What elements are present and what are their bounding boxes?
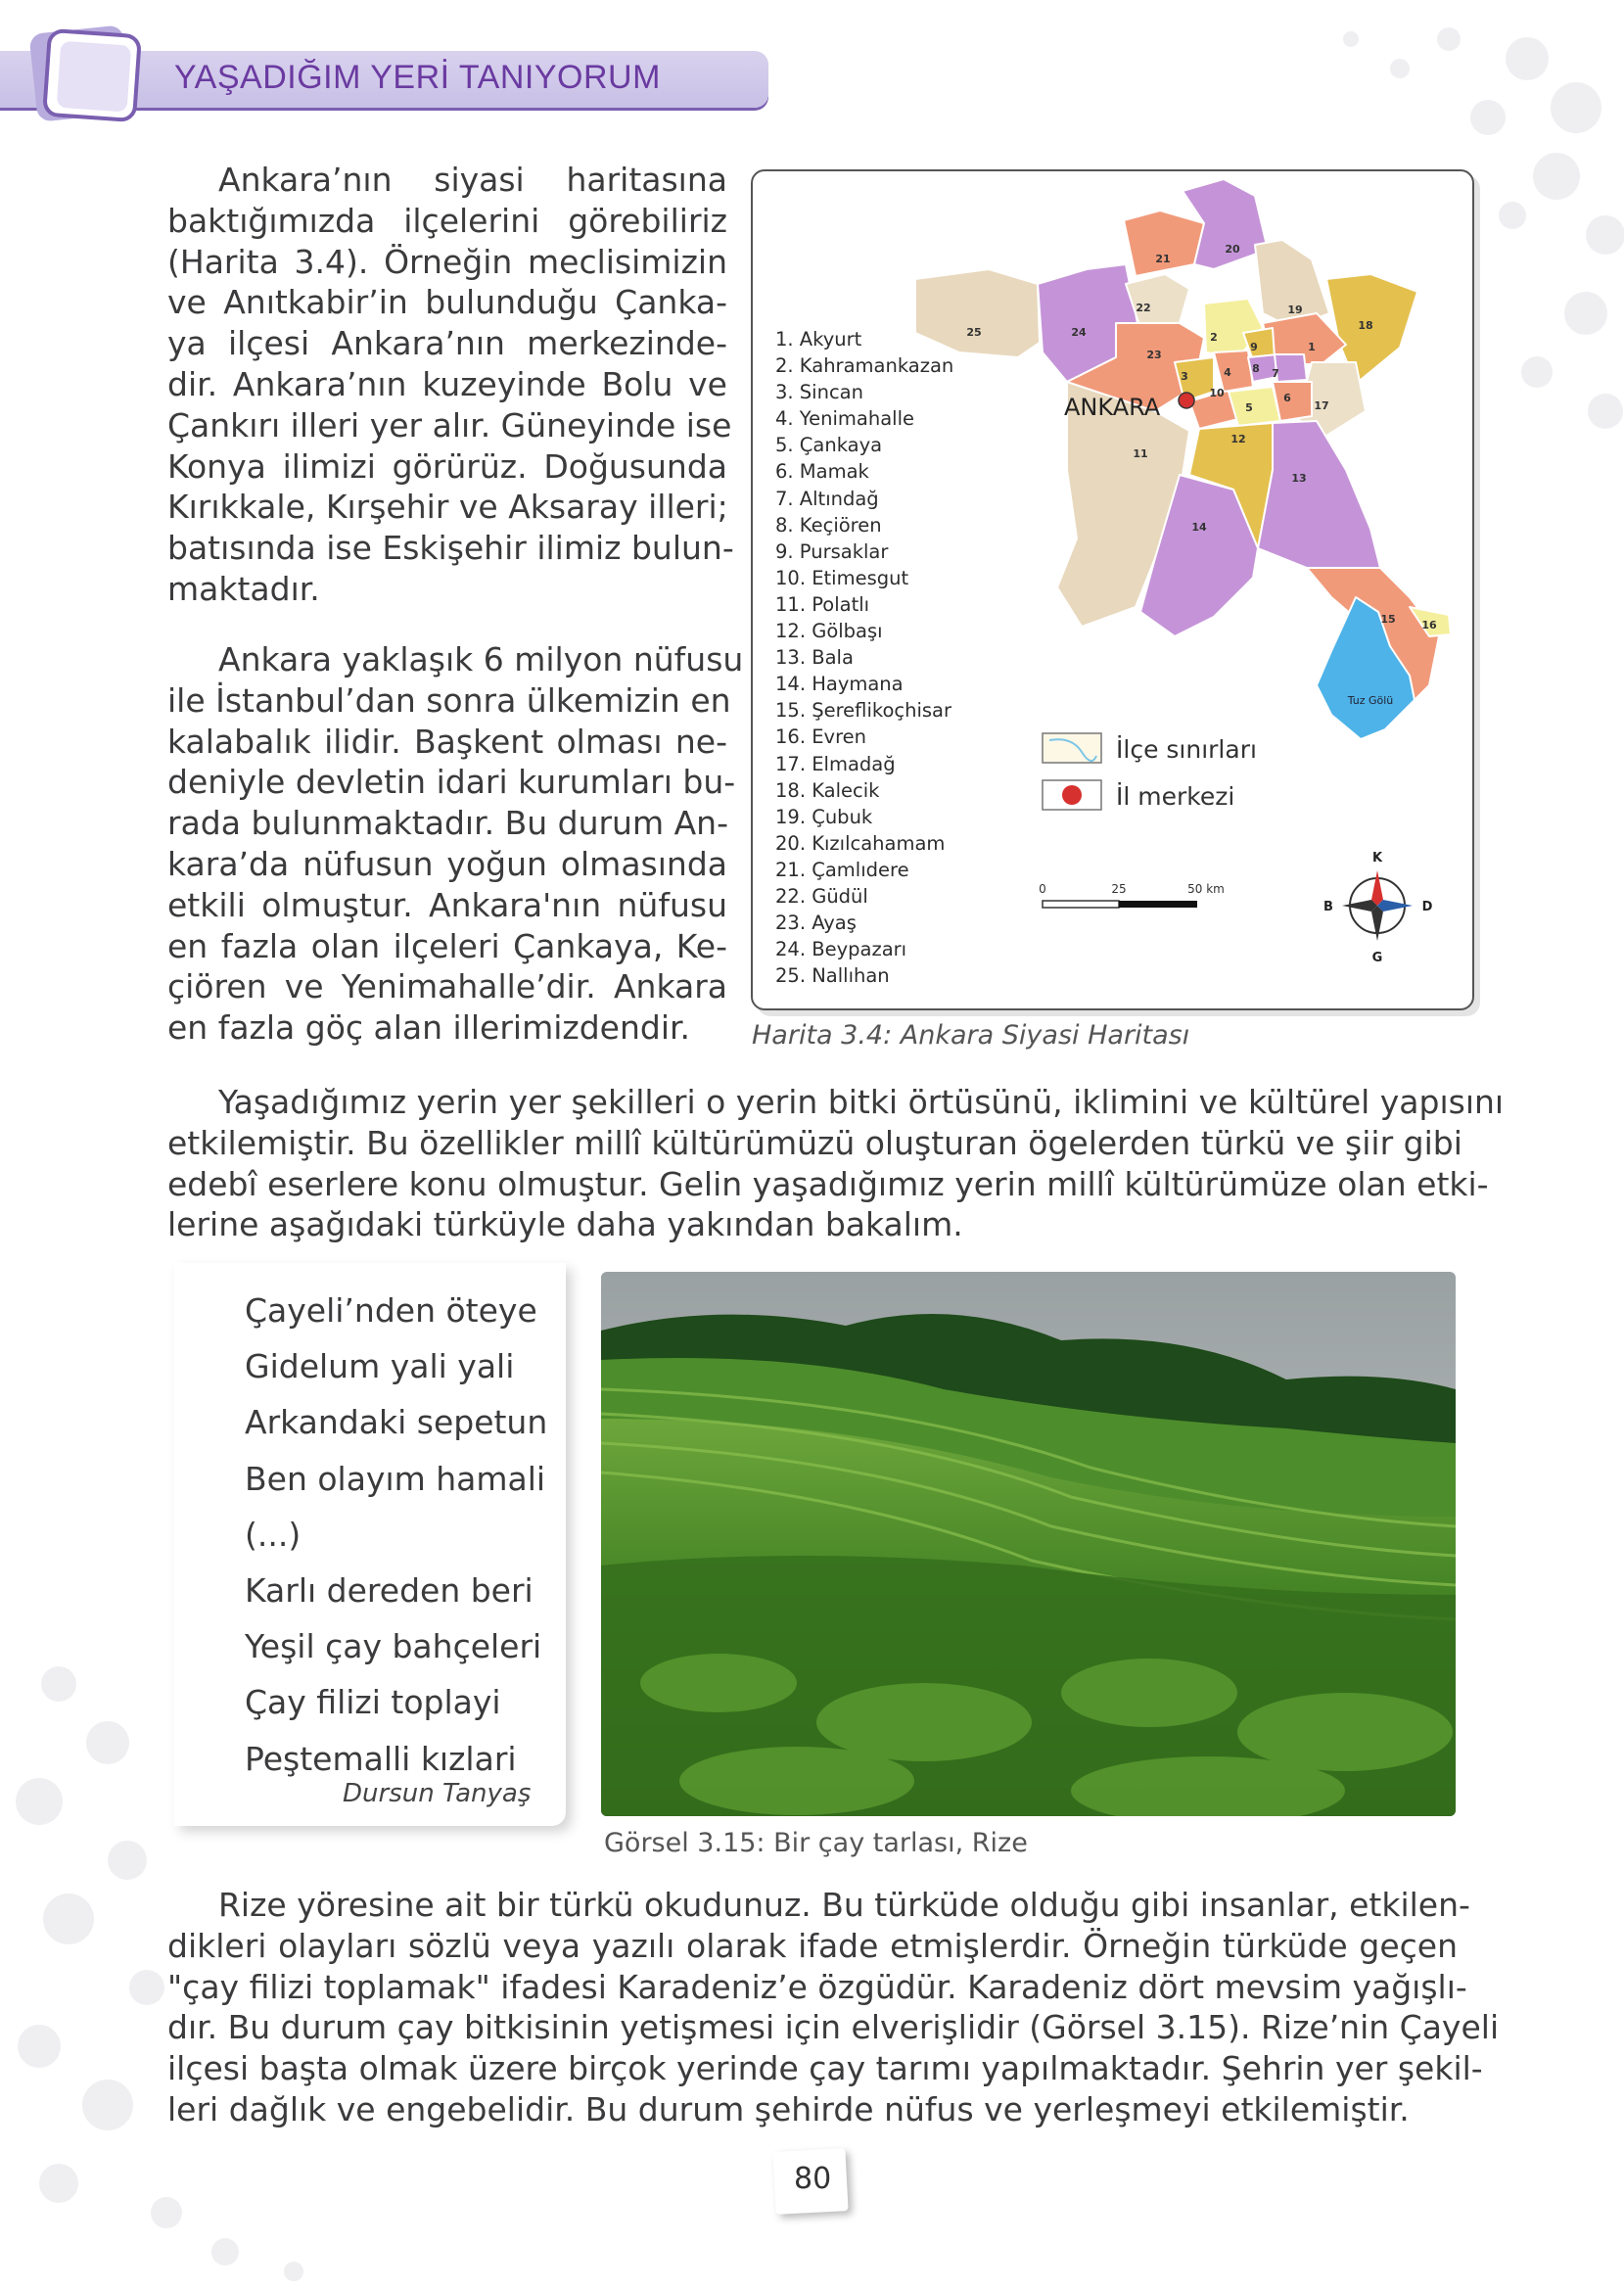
map-number: 16 [1421,619,1437,631]
ankara-political-map [0,0,1624,1018]
district-item: 16. Evren [775,725,867,749]
map-number: 12 [1230,433,1246,445]
photo-caption: Görsel 3.15: Bir çay tarlası, Rize [604,1828,1028,1858]
map-number: 25 [966,326,982,339]
map-number: 17 [1314,399,1329,412]
map-caption: Harita 3.4: Ankara Siyasi Haritası [752,1020,1190,1051]
district-item: 6. Mamak [775,460,869,484]
poem-line: Gidelum yali yali [245,1347,515,1386]
paragraph-culture [167,1082,1505,1245]
text-line: dir. Ankara’nın kuzeyinde Bolu ve [167,364,727,403]
map-number: 3 [1181,370,1188,383]
map-number: 6 [1283,392,1291,404]
text-line: ya ilçesi Ankara’nın merkezinde- [167,324,727,363]
tea-plantation-photo [601,1272,1456,1816]
district-item: 12. Gölbaşı [775,620,883,643]
text-line: en fazla göç alan illerimizdendir. [167,1008,691,1048]
district-7-altindag [1275,354,1307,382]
map-number: 22 [1136,302,1151,314]
map-number: 10 [1209,387,1225,399]
text-line: çiören ve Yenimahalle’dir. Ankara [167,967,727,1006]
district-25-nallihan [915,269,1040,357]
svg-text:G: G [1371,951,1383,965]
map-number: 20 [1225,243,1240,256]
text-line: "çay filizi toplamak" ifadesi Karadeniz’e özgüdür. Karadeniz dört mevsim yağışlı- [167,1967,1467,2006]
capital-marker [1179,393,1194,408]
poem-line: Yeşil çay bahçeleri [245,1627,542,1666]
district-item: 7. Altındağ [775,487,879,510]
district-item: 17. Elmadağ [775,752,896,775]
district-item: 2. Kahramankazan [775,354,954,378]
text-line: etkilemiştir. Bu özellikler millî kültürümüzü oluşturan ögelerden türkü ve şiir gibi [167,1123,1462,1162]
text-line: rada bulunmaktadır. Bu durum An- [167,804,729,843]
text-line: ilçesi başta olmak üzere birçok yerinde çay tarımı yapılmaktadır. Şehrin yer şekil- [167,2049,1483,2088]
district-item: 13. Bala [775,646,854,670]
text-line: Çankırı illeri yer alır. Güneyinde ise [167,405,732,444]
poem-line: Çay filizi toplayi [245,1683,501,1722]
text-line: batısında ise Eskişehir ilimiz bulun- [167,529,734,568]
compass-rose-icon [1323,851,1433,965]
map-number: 13 [1291,472,1307,485]
text-line: edebî eserlere konu olmuştur. Gelin yaşadığımız yerin millî kültürümüze olan etki- [167,1164,1489,1203]
text-line: ile İstanbul’dan sonra ülkemizin en [167,680,731,720]
text-line: Kırıkkale, Kırşehir ve Aksaray illeri; [167,488,728,527]
poem-line: Ben olayım hamali [245,1459,546,1498]
map-number: 5 [1245,401,1253,414]
svg-text:25: 25 [1111,882,1127,896]
text-line: deniyle devletin idari kurumları bu- [167,763,736,802]
map-number: 9 [1250,341,1258,353]
poem-line: (...) [245,1515,302,1554]
poem-line: Çayeli’nden öteye [245,1291,537,1330]
scale-bar [1039,882,1225,908]
text-line: leri dağlık ve engebelidir. Bu durum şehirde nüfus ve yerleşmeyi etkilemiştir. [167,2089,1410,2128]
text-line: lerine aşağıdaki türküyle daha yakından bakalım. [167,1205,963,1244]
city-label: ANKARA [1064,394,1161,421]
map-number: 4 [1224,366,1231,379]
district-item: 9. Pursaklar [775,539,889,563]
paragraph-rize [167,1885,1500,2130]
district-item: 19. Çubuk [775,805,873,828]
text-line: (Harita 3.4). Örneğin meclisimizin [167,242,727,281]
map-number: 21 [1155,253,1171,265]
svg-text:D: D [1421,900,1433,914]
text-line: kara’da nüfusun yoğun olmasında [167,844,727,883]
poem-line: Karlı dereden beri [245,1570,534,1610]
district-item: 11. Polatlı [775,592,870,616]
map-number: 1 [1308,341,1316,353]
legend-center-label: İl merkezi [1116,782,1235,811]
district-item: 22. Güdül [775,884,868,908]
text-line: en fazla olan ilçeleri Çankaya, Ke- [167,926,727,965]
district-item: 25. Nallıhan [775,964,890,988]
district-item: 10. Etimesgut [775,566,909,589]
district-item: 24. Beypazarı [775,938,907,961]
district-13-bala [1258,421,1380,568]
map-number: 14 [1191,521,1207,534]
poem-line: Arkandaki sepetun [245,1403,548,1442]
text-line: Yaşadığımız yerin yer şekilleri o yerin bitki örtüsünü, iklimini ve kültürel yapısını [218,1083,1505,1121]
district-6-mamak [1273,382,1312,421]
district-item: 8. Keçiören [775,513,882,537]
poem-text [245,1283,547,1787]
district-5-cankaya [1229,387,1280,426]
poem-author: Dursun Tanyaş [343,1779,532,1808]
text-line: kalabalık ilidir. Başkent olması ne- [167,722,727,761]
text-line: Konya ilimizi görürüz. Doğusunda [167,446,727,486]
district-item: 4. Yenimahalle [775,407,914,431]
svg-text:K: K [1371,851,1383,865]
svg-text:50 km: 50 km [1187,882,1225,896]
svg-text:B: B [1323,900,1333,914]
district-item: 18. Kalecik [775,778,880,802]
district-4-yenimahalle [1214,351,1253,392]
poem-line: Peştemalli kızlari [245,1739,517,1778]
map-number: 24 [1071,326,1087,339]
lake-label: Tuz Gölü [1347,694,1394,707]
map-number: 11 [1133,447,1148,460]
district-item: 3. Sincan [775,381,863,404]
map-number: 15 [1380,613,1396,626]
district-item: 1. Akyurt [775,328,862,351]
text-line: dikleri olayları sözlü veya yazılı olarak ifade etmişlerdir. Örneğin türküde geçen [167,1926,1458,1965]
text-line: etkili olmuştur. Ankara'nın nüfusu [167,885,727,924]
district-item: 14. Haymana [775,673,904,696]
district-item: 20. Kızılcahamam [775,831,946,855]
district-item: 15. Şereflikoçhisar [775,699,952,723]
text-line: maktadır. [167,569,320,608]
map-number: 19 [1287,304,1303,316]
text-line: Ankara yaklaşık 6 milyon nüfusu [218,640,744,678]
page-section-title: YAŞADIĞIM YERİ TANIYORUM [174,59,661,96]
text-line: ve Anıtkabir’in bulunduğu Çanka- [167,283,727,322]
svg-text:0: 0 [1039,882,1046,896]
text-line: baktığımızda ilçelerini görebiliriz [167,201,727,240]
legend-border-swatch [1043,733,1101,763]
text-line: Rize yöresine ait bir türkü okudunuz. Bu türküde olduğu gibi insanlar, etkilen- [218,1886,1470,1924]
district-21-camlidere [1124,210,1204,276]
district-item: 21. Çamlıdere [775,858,909,881]
text-line: dır. Bu durum çay bitkisinin yetişmesi için elverişlidir (Görsel 3.15). Rize’nin Çayeli [167,2008,1500,2047]
legend-border-label: İlçe sınırları [1116,735,1257,764]
map-number: 2 [1210,331,1218,344]
map-number: 23 [1146,349,1162,361]
district-item: 5. Çankaya [775,434,883,457]
map-number: 8 [1252,362,1260,375]
map-number: 7 [1272,367,1279,380]
map-number: 18 [1358,319,1373,332]
page-number: 80 [794,2162,832,2196]
district-item: 23. Ayaş [775,912,857,935]
text-line: Ankara’nın siyasi haritasına [218,161,727,199]
